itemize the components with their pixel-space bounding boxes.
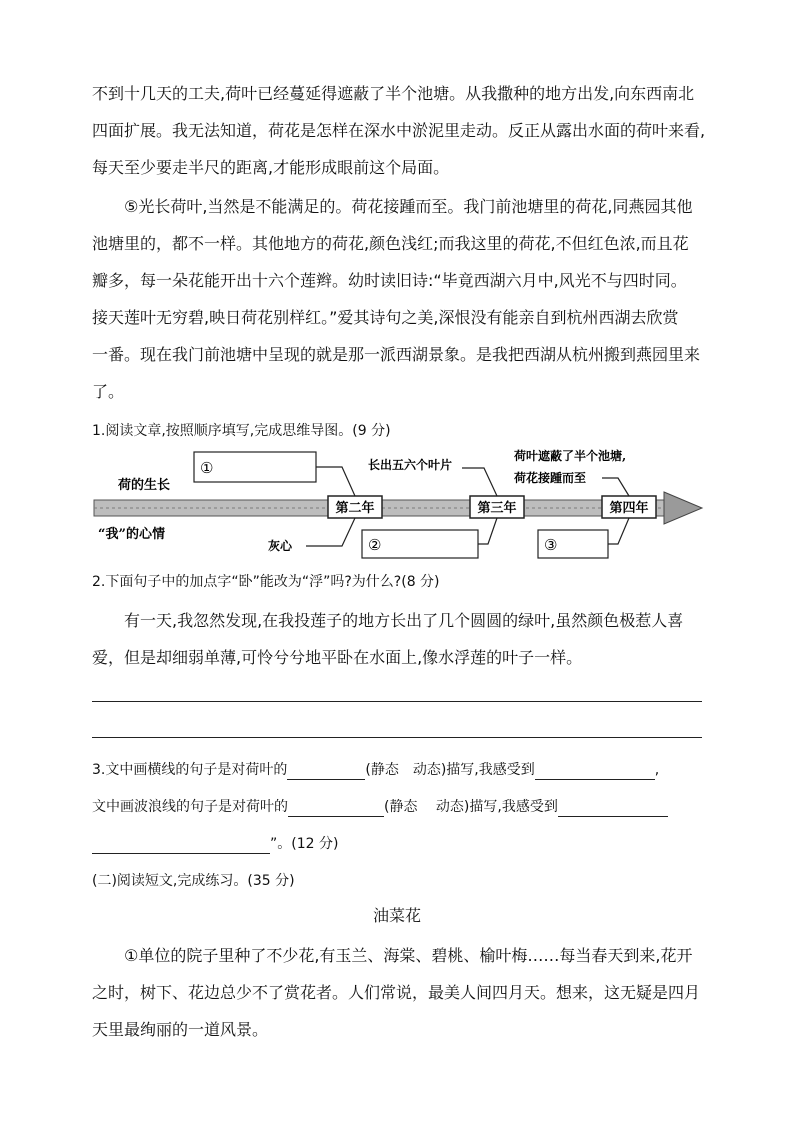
year-2-label: 第二年 xyxy=(335,501,375,516)
article-p1-line-1: ①单位的院子里种了不少花,有玉兰、海棠、碧桃、榆叶梅……每当春天到来,花开 xyxy=(124,946,693,965)
para5-line-6: 了。 xyxy=(92,382,125,401)
answer-box-3-label: ③ xyxy=(544,536,558,554)
q3-blank-5[interactable] xyxy=(92,835,270,854)
article-p1-line-3: 天里最绚丽的一道风景。 xyxy=(92,1020,269,1039)
timeline-arrow-head xyxy=(664,492,702,524)
question-2-quote-2: 爱，但是却细弱单薄,可怜兮兮地平卧在水面上,像水浮莲的叶子一样。 xyxy=(92,648,583,667)
q3-text-f: ”。(12 分) xyxy=(270,836,339,852)
year-3-growth-text: 长出五六个叶片 xyxy=(368,458,453,472)
question-3-line-1 xyxy=(92,760,659,780)
article-title: 油菜花 xyxy=(372,906,421,925)
answer-box-1-label: ① xyxy=(200,459,214,477)
year-3-label: 第三年 xyxy=(477,501,517,516)
year-4-label: 第四年 xyxy=(609,501,649,516)
row-label-growth: 荷的生长 xyxy=(118,478,171,493)
article-p1-line-2: 之时，树下、花边总少不了赏花者。人们常说，最美人间四月天。想来，这无疑是四月 xyxy=(92,983,701,1002)
q3-blank-1[interactable] xyxy=(287,761,365,780)
q3-text-e: (静态 动态)描写,我感受到 xyxy=(384,799,558,815)
para5-line-1: ⑤光长荷叶,当然是不能满足的。荷花接踵而至。我门前池塘里的荷花,同燕园其他 xyxy=(124,197,693,216)
section-2-heading: (二)阅读短文,完成练习。(35 分) xyxy=(92,873,295,889)
year-4-growth-text-1: 荷叶遮蔽了半个池塘, xyxy=(514,449,627,463)
row-label-mood: “我”的心情 xyxy=(98,527,165,542)
passage-line-2: 四面扩展。我无法知道，荷花是怎样在深水中淤泥里走动。反正从露出水面的荷叶来看, xyxy=(92,121,706,140)
answer-line-1[interactable] xyxy=(92,701,702,702)
question-2-quote-1: 有一天,我忽然发现,在我投莲子的地方长出了几个圆圆的绿叶,虽然颜色极惹人喜 xyxy=(124,611,684,630)
question-1: 1.阅读文章,按照顺序填写,完成思维导图。(9 分) xyxy=(92,423,391,439)
answer-box-2-label: ② xyxy=(368,536,382,554)
para5-line-3: 瓣多，每一朵花能开出十六个莲辫。幼时读旧诗:“毕竟西湖六月中,风光不与四时同。 xyxy=(92,271,687,290)
passage-line-3: 每天至少要走半尺的距离,才能形成眼前这个局面。 xyxy=(92,158,450,177)
q3-text-c: , xyxy=(654,762,660,778)
para5-line-5: 一番。现在我门前池塘中呈现的就是那一派西湖景象。是我把西湖从杭州搬到燕园里来 xyxy=(92,345,701,364)
year-4-growth-text-2: 荷花接踵而至 xyxy=(514,471,587,485)
q3-blank-4[interactable] xyxy=(558,798,668,817)
question-2: 2.下面句子中的加点字“卧”能改为“浮”吗?为什么?(8 分) xyxy=(92,574,440,590)
q3-blank-3[interactable] xyxy=(288,798,384,817)
para5-line-2: 池塘里的，都不一样。其他地方的荷花,颜色浅红;而我这里的荷花,不但红色浓,而且花 xyxy=(92,234,689,253)
para5-line-4: 接天莲叶无穷碧,映日荷花别样红。”爱其诗句之美,深恨没有能亲自到杭州西湖去欣赏 xyxy=(92,308,679,327)
year-2-mood-text: 灰心 xyxy=(268,539,293,553)
passage-line-1: 不到十几天的工夫,荷叶已经蔓延得遮蔽了半个池塘。从我撒种的地方出发,向东西南北 xyxy=(92,84,695,103)
q3-text-b: (静态 动态)描写,我感受到 xyxy=(365,762,535,778)
mind-map-diagram xyxy=(92,446,712,566)
q3-blank-2[interactable] xyxy=(535,761,655,780)
q3-text-a: 3.文中画横线的句子是对荷叶的 xyxy=(92,762,288,778)
answer-line-2[interactable] xyxy=(92,737,702,738)
question-3-line-3 xyxy=(92,834,338,854)
q3-text-d: 文中画波浪线的句子是对荷叶的 xyxy=(92,799,288,815)
question-3-line-2 xyxy=(92,797,668,817)
